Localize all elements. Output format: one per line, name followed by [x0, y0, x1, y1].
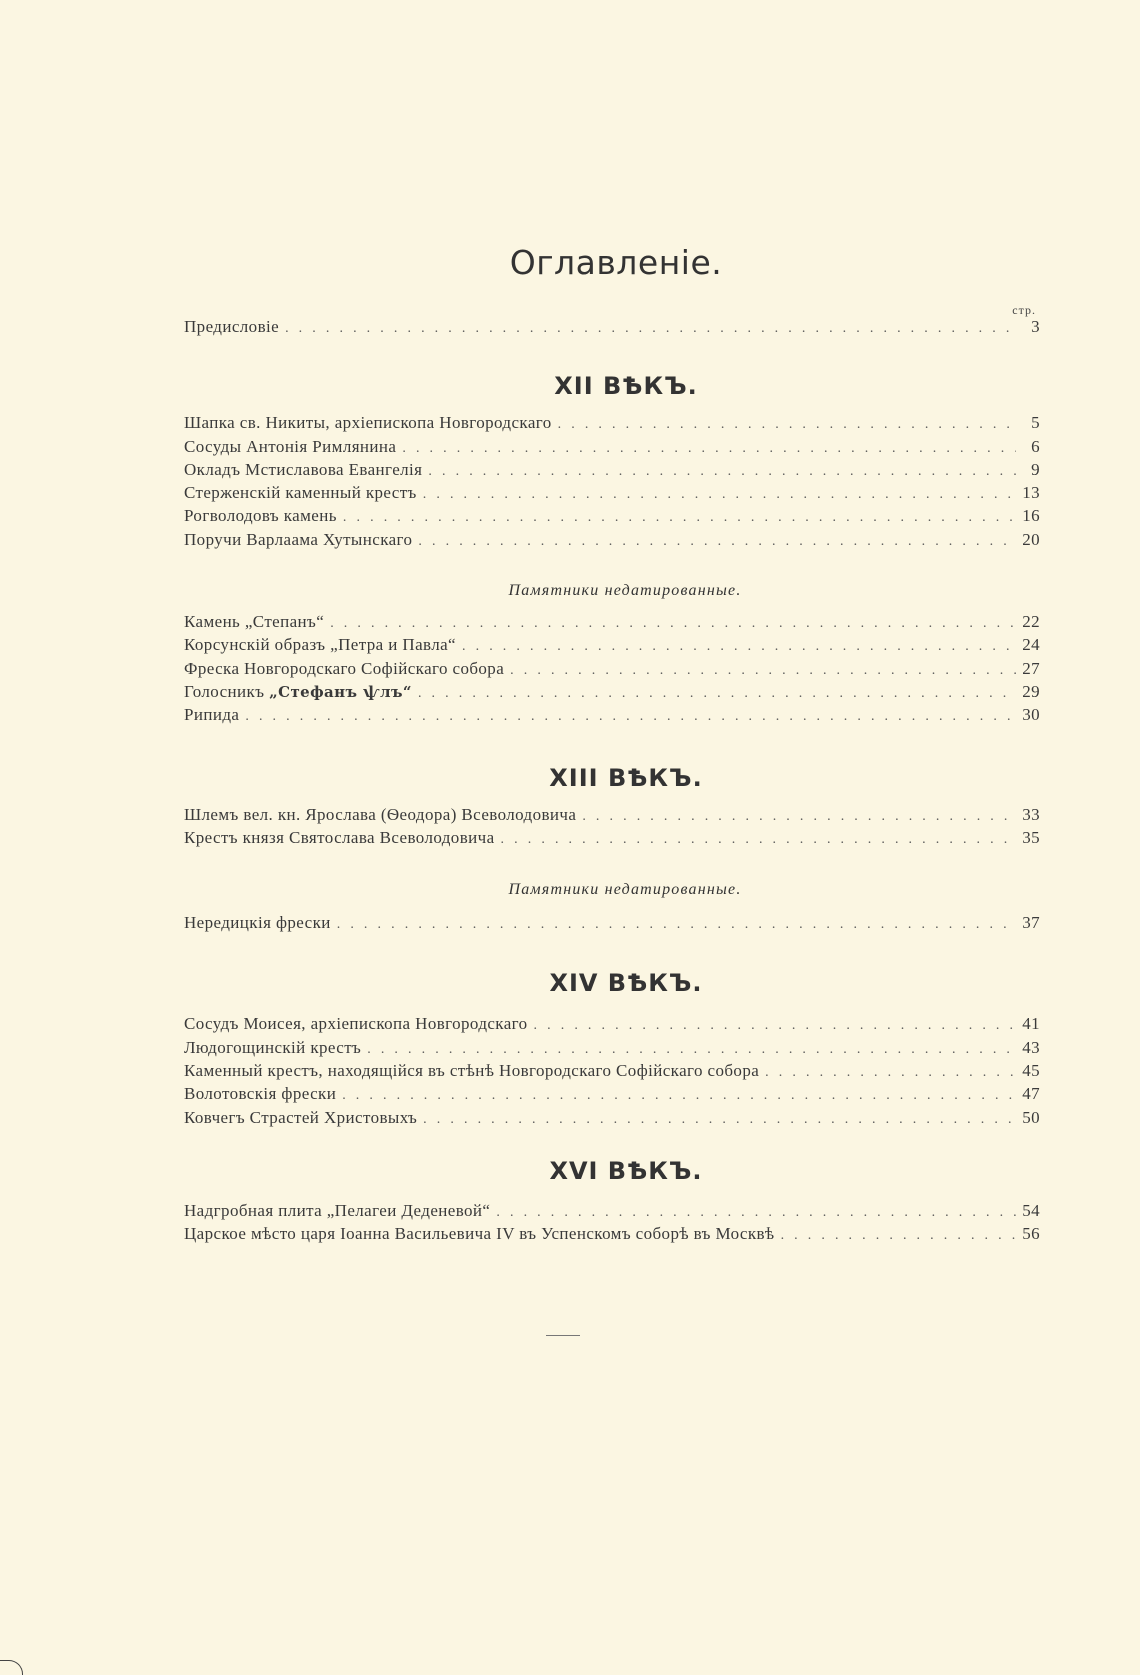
page-title: Оглавленіе.: [509, 243, 723, 282]
entry-page: 27: [1022, 658, 1040, 678]
entry-label: [184, 682, 418, 702]
entry-label: Сосудъ Моисея, архіепископа Новгородскаго: [184, 1014, 528, 1034]
toc-entry[interactable]: [184, 460, 1040, 483]
toc-entry[interactable]: [184, 1224, 1040, 1247]
toc-entry[interactable]: [184, 1084, 1040, 1107]
toc-entry[interactable]: [184, 483, 1040, 506]
toc-entry[interactable]: [184, 805, 1040, 828]
dot-leader: [342, 1088, 1016, 1104]
toc-entry[interactable]: [184, 828, 1040, 851]
toc-entry[interactable]: [184, 530, 1040, 553]
entry-page: 43: [1022, 1037, 1040, 1057]
entry-label: Сосуды Антонія Римлянина: [184, 436, 397, 456]
entry-page: 24: [1022, 635, 1040, 655]
century-heading-xii: XII ВѢКЪ.: [554, 372, 698, 401]
dot-leader: [367, 1042, 1016, 1058]
entry-label: Надгробная плита „Пелагеи Деденевой“: [184, 1200, 491, 1220]
entry-page: 37: [1022, 913, 1040, 933]
dot-leader: [418, 686, 1016, 702]
entry-page: 45: [1022, 1061, 1040, 1081]
toc-entry[interactable]: [184, 1061, 1040, 1084]
toc-entry-preface[interactable]: [184, 317, 1040, 340]
toc-entry[interactable]: [184, 1201, 1040, 1224]
table-of-contents: [184, 240, 1040, 1248]
entry-page: 29: [1022, 681, 1040, 701]
toc-entry[interactable]: [184, 413, 1040, 436]
toc-entry[interactable]: [184, 437, 1040, 460]
toc-entry[interactable]: [184, 635, 1040, 658]
century-heading-xiii: XIII ВѢКЪ.: [549, 763, 703, 792]
entry-page: 9: [1031, 459, 1040, 479]
entry-page: 16: [1022, 506, 1040, 526]
toc-entry[interactable]: [184, 1108, 1040, 1131]
dot-leader: [418, 534, 1016, 550]
entry-page: 47: [1022, 1084, 1040, 1104]
dot-leader: [496, 1205, 1016, 1221]
entry-page: 35: [1022, 827, 1040, 847]
entry-label: Фреска Новгородскаго Софійскаго собора: [184, 658, 505, 678]
toc-entry[interactable]: [184, 1038, 1040, 1061]
toc-entry[interactable]: [184, 612, 1040, 635]
dot-leader: [337, 917, 1016, 933]
entry-label: Корсунскій образъ „Петра и Павла“: [184, 635, 456, 655]
entry-label: Царское мѣсто царя Іоанна Васильевича IV въ Успенскомъ соборѣ въ Москвѣ: [184, 1224, 775, 1244]
end-rule: [546, 1335, 580, 1336]
entry-page: 20: [1022, 529, 1040, 549]
toc-entry[interactable]: [184, 506, 1040, 529]
undated-heading: Памятники недатированные.: [508, 881, 742, 899]
dot-leader: [510, 663, 1016, 679]
dot-leader: [343, 510, 1016, 526]
entry-label: Рипида: [184, 705, 240, 725]
slavonic-inscription: „Стефанъ ѱлъ“: [269, 682, 412, 701]
entry-label: Стерженскій каменный крестъ: [184, 483, 417, 503]
entry-page: 56: [1022, 1224, 1040, 1244]
dot-leader: [245, 709, 1016, 725]
entry-page: 22: [1022, 612, 1040, 632]
entry-page: 6: [1031, 436, 1040, 456]
dot-leader: [765, 1065, 1016, 1081]
dot-leader: [558, 417, 1016, 433]
entry-label: Нередицкія фрески: [184, 913, 331, 933]
toc-entry[interactable]: [184, 1014, 1040, 1037]
entry-page: 13: [1022, 483, 1040, 503]
entry-label: Шапка св. Никиты, архіепископа Новгородскаго: [184, 413, 552, 433]
toc-entry[interactable]: [184, 705, 1040, 728]
entry-page: 41: [1022, 1014, 1040, 1034]
entry-page: 33: [1022, 804, 1040, 824]
entry-label: Поручи Варлаама Хутынскаго: [184, 529, 413, 549]
entry-label: Шлемъ вел. кн. Ярослава (Ѳеодора) Всеволодовича: [184, 804, 577, 824]
page-corner-mark: [0, 1660, 23, 1675]
dot-leader: [423, 1112, 1016, 1128]
entry-page: 5: [1031, 413, 1040, 433]
entry-label-text: Голосникъ: [184, 681, 265, 701]
entry-label: Рогволодовъ камень: [184, 506, 337, 526]
dot-leader: [402, 441, 1016, 457]
dot-leader: [428, 464, 1016, 480]
page-column-label: стр.: [1012, 303, 1036, 317]
toc-entry[interactable]: [184, 659, 1040, 682]
entry-label: Окладъ Мстиславова Евангелія: [184, 459, 423, 479]
dot-leader: [330, 616, 1016, 632]
entry-page: 3: [1031, 317, 1040, 336]
entry-page: 54: [1022, 1200, 1040, 1220]
entry-label: Предисловіе: [184, 317, 280, 336]
century-heading-xiv: XIV ВѢКЪ.: [549, 969, 703, 998]
entry-label: Каменный крестъ, находящійся въ стѣнѣ Новгородскаго Софійскаго собора: [184, 1061, 760, 1081]
entry-page: 50: [1022, 1107, 1040, 1127]
dot-leader: [582, 809, 1016, 825]
entry-label: Людогощинскій крестъ: [184, 1037, 362, 1057]
entry-label: Волотовскія фрески: [184, 1084, 337, 1104]
dot-leader: [462, 639, 1016, 655]
dot-leader: [285, 321, 1016, 337]
dot-leader: [781, 1228, 1016, 1244]
century-heading-xvi: XVI ВѢКЪ.: [549, 1156, 703, 1185]
undated-heading: Памятники недатированные.: [508, 582, 742, 600]
entry-label: Крестъ князя Святослава Всеволодовича: [184, 827, 495, 847]
dot-leader: [501, 832, 1016, 848]
entry-label: Камень „Степанъ“: [184, 612, 325, 632]
toc-entry[interactable]: [184, 682, 1040, 705]
entry-page: 30: [1022, 705, 1040, 725]
dot-leader: [534, 1018, 1016, 1034]
dot-leader: [423, 487, 1016, 503]
toc-entry[interactable]: [184, 913, 1040, 936]
entry-label: Ковчегъ Страстей Христовыхъ: [184, 1107, 418, 1127]
